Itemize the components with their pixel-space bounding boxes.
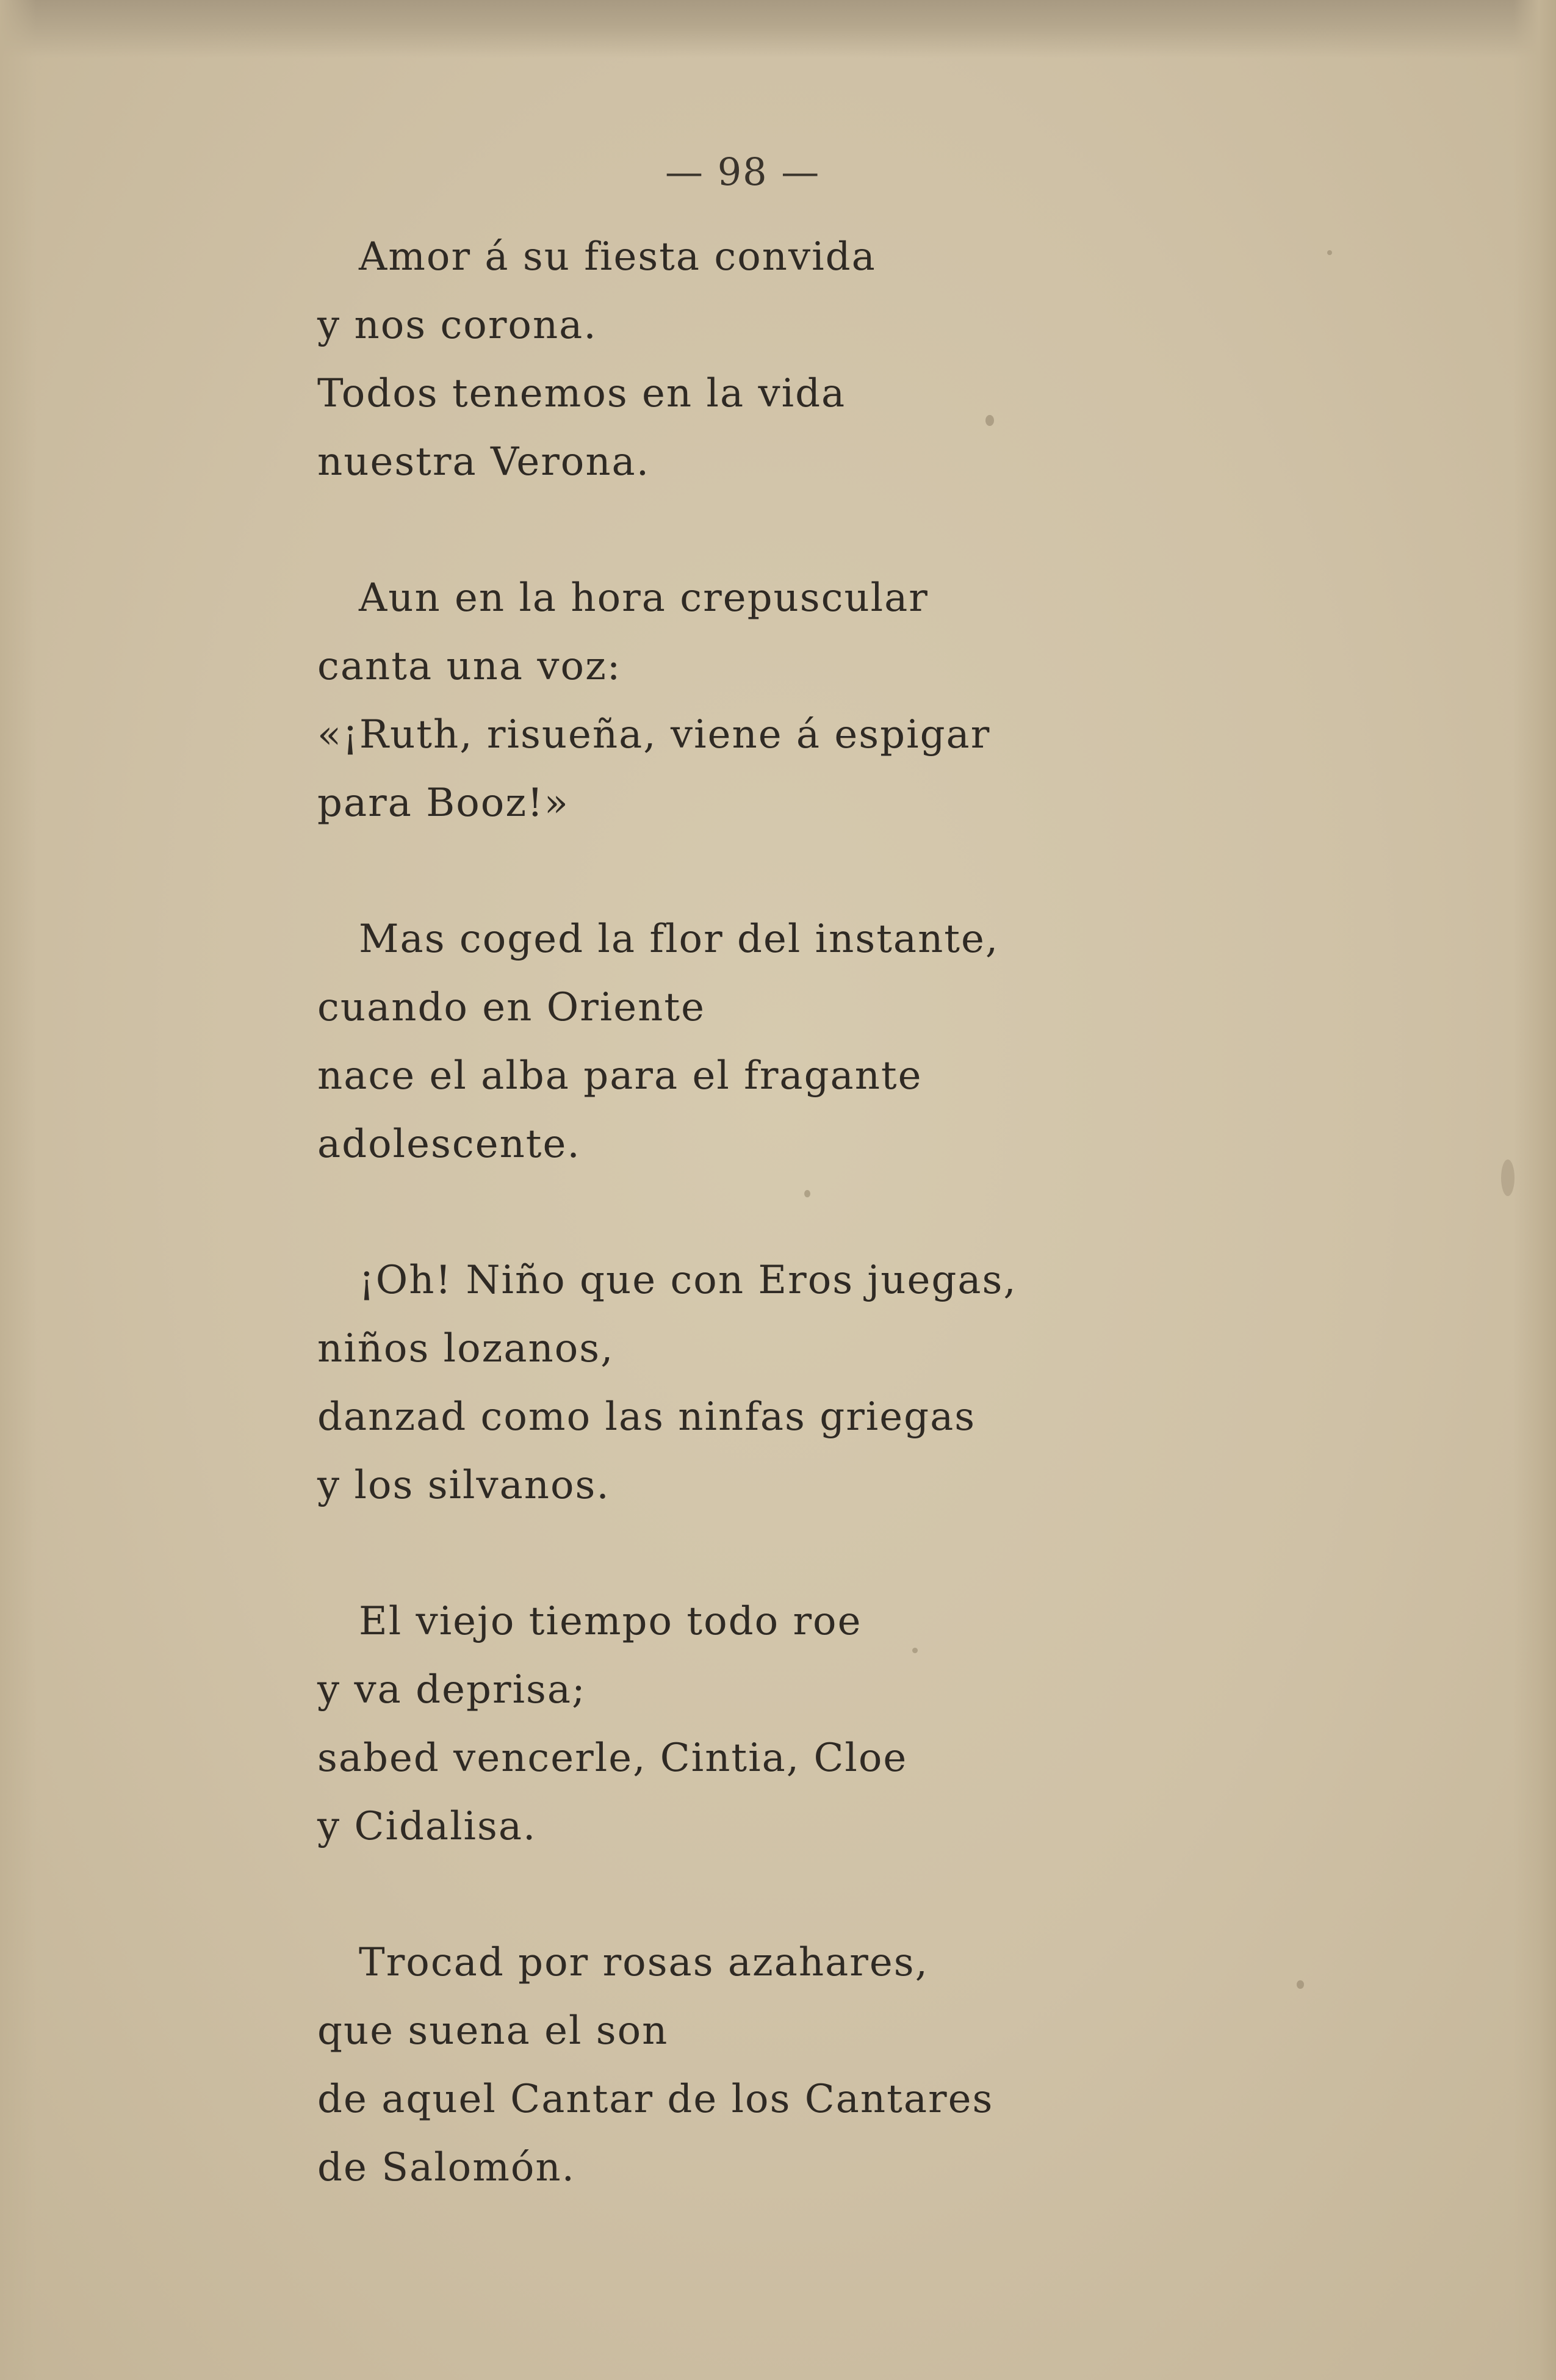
- stanza: [317, 223, 1477, 496]
- verse-line: para Booz!»: [317, 781, 569, 826]
- verse-line: canta una voz:: [317, 644, 622, 689]
- stanza: [317, 1928, 1477, 2202]
- verse-line: nace el alba para el fragante: [317, 1053, 923, 1098]
- paper-speck: [1501, 1159, 1515, 1196]
- poem-text: [317, 223, 1477, 2270]
- stanza: [317, 1587, 1477, 1861]
- verse-line: adolescente.: [317, 1122, 581, 1167]
- verse-line: Todos tenemos en la vida: [317, 371, 846, 416]
- verse-line: niños lozanos,: [317, 1326, 614, 1371]
- verse-line: sabed vencerle, Cintia, Cloe: [317, 1736, 908, 1781]
- stanza: [317, 905, 1477, 1178]
- verse-line: y los silvanos.: [317, 1463, 610, 1508]
- verse-line: El viejo tiempo todo roe: [359, 1599, 862, 1644]
- verse-line: Trocad por rosas azahares,: [359, 1940, 929, 1985]
- verse-line: ¡Oh! Niño que con Eros juegas,: [359, 1258, 1017, 1303]
- stanza: [317, 1246, 1477, 1520]
- verse-line: y nos corona.: [317, 303, 597, 348]
- page-number: — 98 —: [665, 150, 821, 194]
- verse-line: Mas coged la flor del instante,: [359, 917, 1000, 962]
- verse-line: danzad como las ninfas griegas: [317, 1394, 976, 1440]
- page-right-edge: [1513, 0, 1556, 2380]
- verse-line: de aquel Cantar de los Cantares: [317, 2077, 994, 2122]
- page-top-shadow: [0, 0, 1556, 58]
- verse-line: «¡Ruth, risueña, viene á espigar: [317, 712, 991, 757]
- stanza: [317, 564, 1477, 837]
- verse-line: nuestra Verona.: [317, 439, 650, 485]
- verse-line: cuando en Oriente: [317, 985, 705, 1030]
- verse-line: y Cidalisa.: [317, 1804, 537, 1849]
- verse-line: de Salomón.: [317, 2145, 575, 2190]
- page-left-edge: [0, 0, 37, 2380]
- verse-line: y va deprisa;: [317, 1667, 586, 1712]
- verse-line: Amor á su fiesta convida: [359, 234, 876, 279]
- verse-line: Aun en la hora crepuscular: [359, 575, 929, 621]
- verse-line: que suena el son: [317, 2008, 669, 2054]
